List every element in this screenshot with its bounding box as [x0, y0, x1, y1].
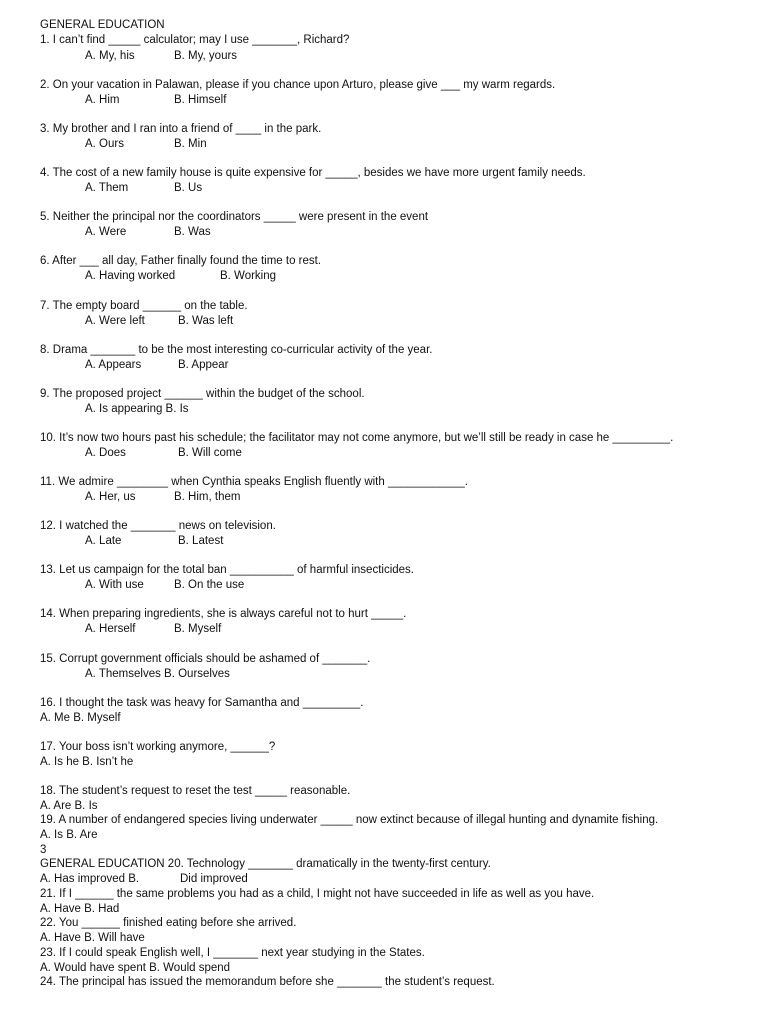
page-number: 3: [40, 844, 47, 856]
question-2: 2. On your vacation in Palawan, please if you chance upon Arturo, please give ___ my warm regards.: [40, 79, 556, 91]
question-24: 24. The principal has issued the memorandum before she _______ the student’s request.: [40, 976, 495, 988]
q22-options: A. Have B. Will have: [40, 932, 145, 944]
q23-options: A. Would have spent B. Would spend: [40, 962, 231, 974]
q6-option-a: A. Having worked: [85, 270, 176, 282]
question-9: 9. The proposed project ______ within the budget of the school.: [40, 388, 365, 400]
page-header: GENERAL EDUCATION: [40, 19, 165, 31]
question-8: 8. Drama _______ to be the most interesting co-curricular activity of the year.: [40, 344, 433, 356]
q14-option-a: A. Herself: [85, 623, 136, 635]
question-1: 1. I can’t find _____ calculator; may I use _______, Richard?: [40, 34, 350, 46]
q18-options: A. Are B. Is: [40, 800, 98, 812]
question-3: 3. My brother and I ran into a friend of ____ in the park.: [40, 123, 322, 135]
q8-option-b: B. Appear: [178, 359, 229, 371]
question-4: 4. The cost of a new family house is quite expensive for _____, besides we have more urgent family needs.: [40, 167, 586, 179]
question-14: 14. When preparing ingredients, she is always careful not to hurt _____.: [40, 608, 407, 620]
q7-option-b: B. Was left: [178, 315, 234, 327]
q5-option-a: A. Were: [85, 226, 127, 238]
q12-option-b: B. Latest: [178, 535, 224, 547]
question-20: GENERAL EDUCATION 20. Technology _______ dramatically in the twenty-first century.: [40, 858, 491, 870]
question-7: 7. The empty board ______ on the table.: [40, 300, 248, 312]
q12-option-a: A. Late: [85, 535, 122, 547]
q3-option-a: A. Ours: [85, 138, 124, 150]
q8-option-a: A. Appears: [85, 359, 142, 371]
q15-options: A. Themselves B. Ourselves: [85, 668, 230, 680]
q3-option-b: B. Min: [174, 138, 207, 150]
q10-option-a: A. Does: [85, 447, 126, 459]
q6-option-b: B. Working: [220, 270, 277, 282]
q2-option-b: B. Himself: [174, 94, 227, 106]
question-12: 12. I watched the _______ news on television.: [40, 520, 276, 532]
q2-option-a: A. Him: [85, 94, 120, 106]
question-22: 22. You ______ finished eating before she arrived.: [40, 917, 297, 929]
question-21: 21. If I ______ the same problems you had as a child, I might not have succeeded in life as well as you have.: [40, 888, 595, 900]
question-11: 11. We admire ________ when Cynthia speaks English fluently with ____________.: [40, 476, 468, 488]
question-10: 10. It’s now two hours past his schedule; the facilitator may not come anymore, but we’ll still be ready in case he _________.: [40, 432, 674, 444]
q7-option-a: A. Were left: [85, 315, 145, 327]
question-13: 13. Let us campaign for the total ban __________ of harmful insecticides.: [40, 564, 414, 576]
q1-option-b: B. My, yours: [174, 50, 238, 62]
q20-option-a: A. Has improved B.: [40, 873, 140, 885]
question-6: 6. After ___ all day, Father finally found the time to rest.: [40, 255, 322, 267]
q4-option-a: A. Them: [85, 182, 129, 194]
q20-option-b: Did improved: [180, 873, 248, 885]
q17-options: A. Is he B. Isn’t he: [40, 756, 134, 768]
question-19: 19. A number of endangered species living underwater _____ now extinct because of illegal hunting and dynamite fishing.: [40, 814, 659, 826]
q19-options: A. Is B. Are: [40, 829, 98, 841]
q5-option-b: B. Was: [174, 226, 211, 238]
q13-option-b: B. On the use: [174, 579, 245, 591]
q11-option-a: A. Her, us: [85, 491, 136, 503]
question-23: 23. If I could speak English well, I _______ next year studying in the States.: [40, 947, 425, 959]
question-18: 18. The student’s request to reset the test _____ reasonable.: [40, 785, 351, 797]
q13-option-a: A. With use: [85, 579, 144, 591]
q11-option-b: B. Him, them: [174, 491, 241, 503]
question-5: 5. Neither the principal nor the coordinators _____ were present in the event: [40, 211, 429, 223]
q16-options: A. Me B. Myself: [40, 712, 121, 724]
question-16: 16. I thought the task was heavy for Samantha and _________.: [40, 697, 364, 709]
question-17: 17. Your boss isn’t working anymore, ______?: [40, 741, 276, 753]
q10-option-b: B. Will come: [178, 447, 242, 459]
q4-option-b: B. Us: [174, 182, 203, 194]
q1-option-a: A. My, his: [85, 50, 135, 62]
q21-options: A. Have B. Had: [40, 903, 120, 915]
q14-option-b: B. Myself: [174, 623, 222, 635]
question-15: 15. Corrupt government officials should be ashamed of _______.: [40, 653, 371, 665]
q9-options: A. Is appearing B. Is: [85, 403, 189, 415]
